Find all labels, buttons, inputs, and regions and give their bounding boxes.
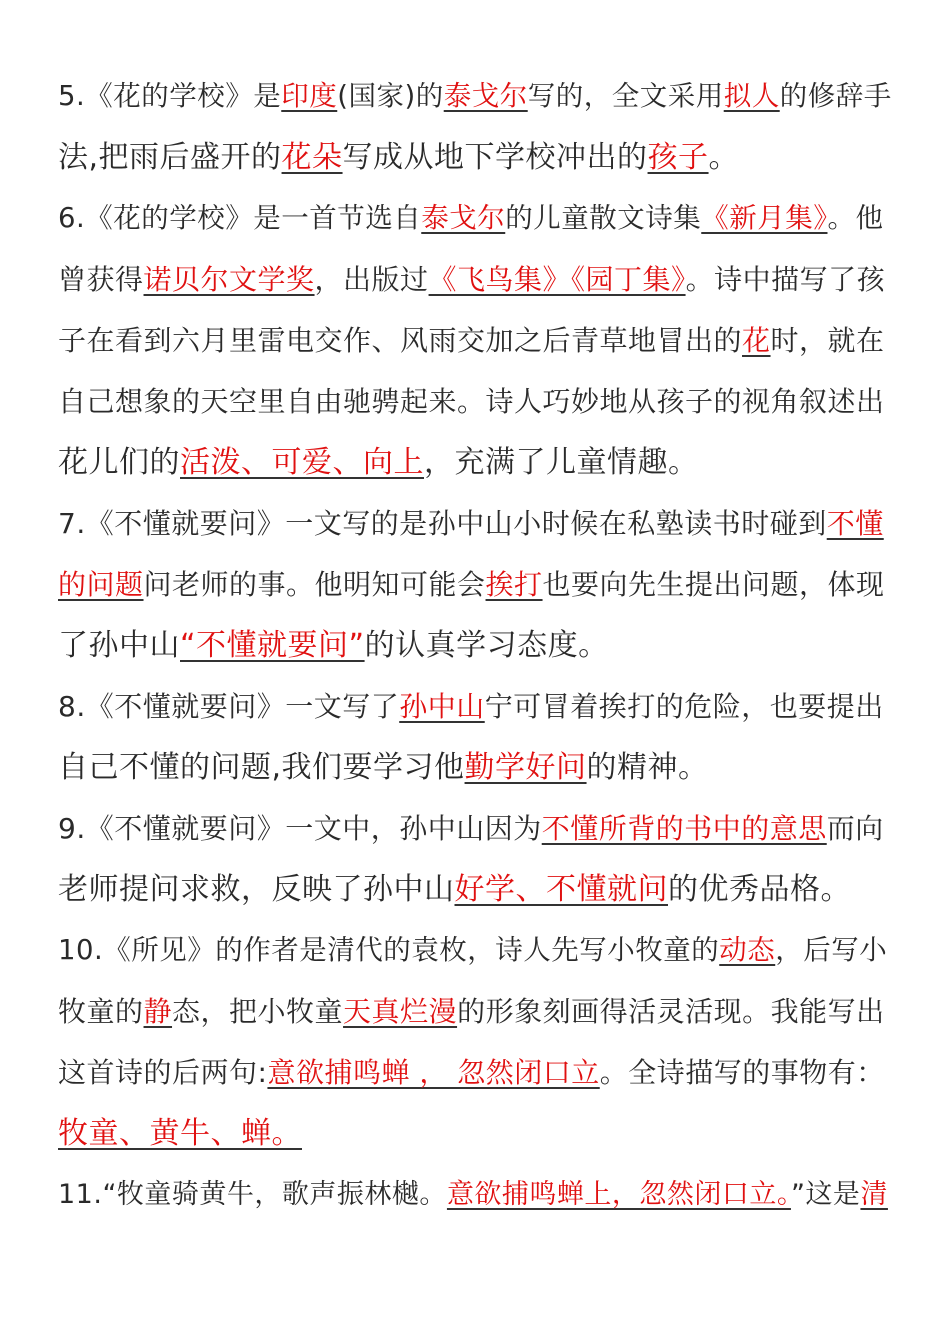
text-line <box>58 1042 894 1103</box>
answer-text: 花 <box>742 324 771 357</box>
answer-text: 意欲捕鸣蝉上，忽然闭口立。 <box>446 1179 791 1210</box>
body-text: 花儿们的 <box>58 445 180 480</box>
answer-text: 《新月集》 <box>701 202 828 234</box>
body-text: ，后写小 <box>775 934 888 966</box>
answer-text: 泰戈尔 <box>421 202 506 234</box>
body-text: 写的，全文采用 <box>527 80 724 112</box>
body-text: 问老师的事。他明知可能会 <box>143 568 486 601</box>
body-text: 自己想象的天空里自由驰骋起来。诗人巧妙地从孩子的视角叙述出 <box>58 385 885 418</box>
body-text: 老师提问求救，反映了孙中山 <box>58 872 455 907</box>
body-text: (国家)的 <box>337 80 444 112</box>
body-text: 。他 <box>827 202 884 234</box>
answer-text: 勤学好问 <box>464 750 587 785</box>
body-text: 10.《所见》的作者是清代的袁枚，诗人先写小牧童的 <box>58 934 720 966</box>
text-line <box>58 127 894 188</box>
body-text: 。 <box>708 140 740 175</box>
answer-text: 孙中山 <box>399 690 485 723</box>
body-text: 的认真学习态度。 <box>364 628 609 663</box>
body-text: 态，把小牧童 <box>172 995 344 1028</box>
text-line <box>58 1164 894 1225</box>
body-text: 8.《不懂就要问》一文写了 <box>58 690 400 723</box>
body-text: 牧童的 <box>58 995 144 1028</box>
text-line <box>58 798 894 859</box>
body-text: 法,把雨后盛开的 <box>58 140 282 175</box>
answer-text: 《飞鸟集》《园丁集》 <box>428 263 686 296</box>
body-text: 这首诗的后两句: <box>58 1056 268 1089</box>
text-line <box>58 432 894 493</box>
text-line <box>58 493 894 554</box>
text-line <box>58 1103 894 1164</box>
body-text: 。诗中描写了孩 <box>685 263 886 296</box>
answer-text: 拟人 <box>723 80 780 112</box>
body-text: 9.《不懂就要问》一文中，孙中山因为 <box>58 812 542 845</box>
answer-text: 孩子 <box>647 140 709 175</box>
text-line <box>58 737 894 798</box>
body-text: 而向 <box>826 812 884 845</box>
body-text: 子在看到六月里雷电交作、风雨交加之后青草地冒出的 <box>58 324 743 357</box>
answer-text: 活泼、可爱、向上 <box>180 445 424 480</box>
answer-text: 静 <box>143 995 173 1028</box>
body-text: 6.《花的学校》是一首节选自 <box>58 202 422 234</box>
body-text: 时，就在 <box>770 324 885 357</box>
text-line <box>58 66 894 127</box>
body-text: 的优秀品格。 <box>668 872 851 907</box>
body-text: 。全诗描写的事物有： <box>599 1056 885 1089</box>
text-line <box>58 371 894 432</box>
text-line <box>58 188 894 249</box>
answer-text: 不懂 <box>826 507 884 540</box>
answer-text: 的问题 <box>58 568 144 601</box>
body-text: 的形象刻画得活灵活现。我能写出 <box>457 995 885 1028</box>
answer-text: 牧童、黄牛、蝉。 <box>58 1116 302 1151</box>
answer-text: 天真烂漫 <box>343 995 458 1028</box>
document-page <box>58 66 894 1225</box>
body-text: 自己不懂的问题,我们要学习他 <box>58 750 465 785</box>
text-line <box>58 615 894 676</box>
text-line <box>58 859 894 920</box>
answer-text: 不懂所背的书中的意思 <box>541 812 827 845</box>
body-text: 了孙中山 <box>58 628 180 663</box>
text-line <box>58 249 894 310</box>
text-line <box>58 981 894 1042</box>
answer-text: 花朵 <box>281 140 343 175</box>
answer-text: 诺贝尔文学奖 <box>143 263 315 296</box>
body-text: 的精神。 <box>586 750 709 785</box>
body-text: 的修辞手 <box>779 80 892 112</box>
text-line <box>58 920 894 981</box>
body-text: ”这是 <box>790 1179 861 1210</box>
body-text: 写成从地下学校冲出的 <box>342 140 648 175</box>
text-line <box>58 676 894 737</box>
body-text: 也要向先生提出问题，体现 <box>542 568 885 601</box>
answer-text: “不懂就要问” <box>180 628 365 663</box>
body-text: 7.《不懂就要问》一文写的是孙中山小时候在私塾读书时碰到 <box>58 507 827 540</box>
answer-text: 好学、不懂就问 <box>454 872 668 907</box>
body-text: 的儿童散文诗集 <box>505 202 702 234</box>
answer-text: 意欲捕鸣蝉 ， 忽然闭口立 <box>267 1056 600 1089</box>
answer-text: 印度 <box>281 80 338 112</box>
body-text: 宁可冒着挨打的危险，也要提出 <box>484 690 884 723</box>
body-text: 曾获得 <box>58 263 144 296</box>
answer-text: 泰戈尔 <box>443 80 528 112</box>
text-line <box>58 310 894 371</box>
answer-text: 动态 <box>719 934 776 966</box>
answer-text: 挨打 <box>485 568 543 601</box>
body-text: 11.“牧童骑黄牛，歌声振林樾。 <box>58 1179 447 1210</box>
body-text: 5.《花的学校》是 <box>58 80 282 112</box>
answer-text: 清 <box>860 1179 888 1210</box>
body-text: ，充满了儿童情趣。 <box>424 445 699 480</box>
body-text: ，出版过 <box>314 263 429 296</box>
text-line <box>58 554 894 615</box>
